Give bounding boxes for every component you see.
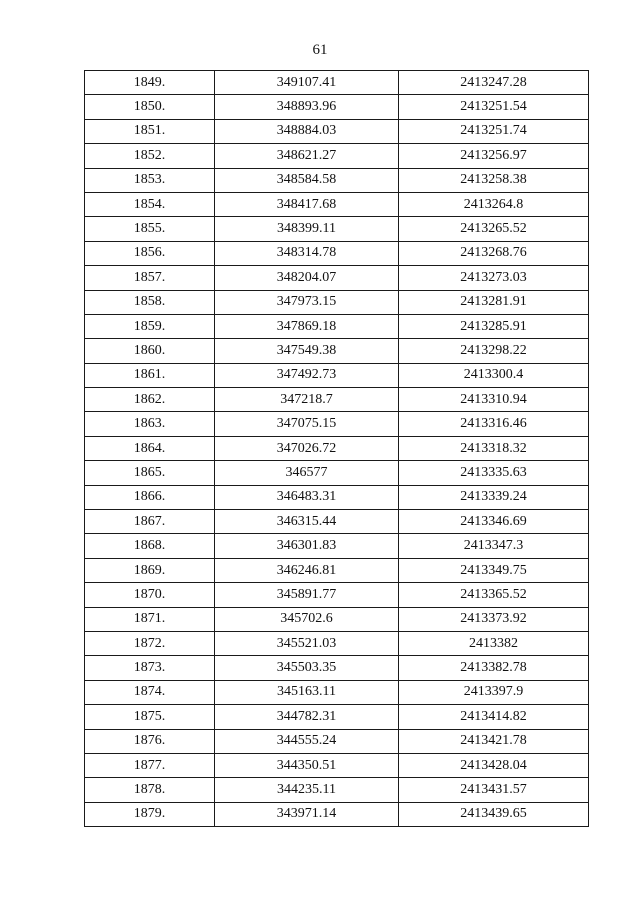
point-number-cell: 1873. [85,656,215,680]
table-row [85,363,589,387]
y-coordinate-cell: 2413265.52 [399,217,589,241]
y-coordinate-cell: 2413273.03 [399,266,589,290]
table-row [85,656,589,680]
y-coordinate-cell: 2413339.24 [399,485,589,509]
y-coordinate-cell: 2413421.78 [399,729,589,753]
point-number-cell: 1869. [85,558,215,582]
y-coordinate-cell: 2413281.91 [399,290,589,314]
point-number-cell: 1876. [85,729,215,753]
point-number-cell: 1874. [85,680,215,704]
table-row [85,436,589,460]
table-row [85,95,589,119]
point-number-cell: 1867. [85,510,215,534]
table-row [85,241,589,265]
y-coordinate-cell: 2413335.63 [399,461,589,485]
x-coordinate-cell: 347218.7 [215,388,399,412]
x-coordinate-cell: 347026.72 [215,436,399,460]
y-coordinate-cell: 2413268.76 [399,241,589,265]
point-number-cell: 1854. [85,192,215,216]
y-coordinate-cell: 2413318.32 [399,436,589,460]
y-coordinate-cell: 2413428.04 [399,753,589,777]
table-row [85,631,589,655]
point-number-cell: 1870. [85,583,215,607]
table-row [85,583,589,607]
table-row [85,290,589,314]
x-coordinate-cell: 348399.11 [215,217,399,241]
point-number-cell: 1856. [85,241,215,265]
table-row [85,119,589,143]
y-coordinate-cell: 2413431.57 [399,778,589,802]
page-number: 61 [312,42,328,58]
point-number-cell: 1863. [85,412,215,436]
point-number-cell: 1871. [85,607,215,631]
point-number-cell: 1868. [85,534,215,558]
table-row [85,461,589,485]
x-coordinate-cell: 347075.15 [215,412,399,436]
x-coordinate-cell: 347549.38 [215,339,399,363]
table-row [85,168,589,192]
table-row [85,339,589,363]
table-row [85,534,589,558]
x-coordinate-cell: 348884.03 [215,119,399,143]
x-coordinate-cell: 348314.78 [215,241,399,265]
x-coordinate-cell: 344782.31 [215,705,399,729]
x-coordinate-cell: 347869.18 [215,314,399,338]
x-coordinate-cell: 348621.27 [215,144,399,168]
x-coordinate-cell: 346483.31 [215,485,399,509]
x-coordinate-cell: 345702.6 [215,607,399,631]
y-coordinate-cell: 2413373.92 [399,607,589,631]
table-row [85,192,589,216]
table-row [85,753,589,777]
table-row [85,778,589,802]
table-row [85,705,589,729]
y-coordinate-cell: 2413414.82 [399,705,589,729]
table-row [85,607,589,631]
x-coordinate-cell: 346301.83 [215,534,399,558]
table-row [85,802,589,826]
y-coordinate-cell: 2413247.28 [399,71,589,95]
point-number-cell: 1875. [85,705,215,729]
point-number-cell: 1853. [85,168,215,192]
point-number-cell: 1852. [85,144,215,168]
x-coordinate-cell: 348893.96 [215,95,399,119]
x-coordinate-cell: 344555.24 [215,729,399,753]
point-number-cell: 1859. [85,314,215,338]
point-number-cell: 1860. [85,339,215,363]
y-coordinate-cell: 2413397.9 [399,680,589,704]
table-row [85,729,589,753]
y-coordinate-cell: 2413300.4 [399,363,589,387]
point-number-cell: 1858. [85,290,215,314]
table-row [85,266,589,290]
table-row [85,412,589,436]
table-row [85,144,589,168]
x-coordinate-cell: 348584.58 [215,168,399,192]
x-coordinate-cell: 346246.81 [215,558,399,582]
x-coordinate-cell: 345891.77 [215,583,399,607]
x-coordinate-cell: 347492.73 [215,363,399,387]
y-coordinate-cell: 2413347.3 [399,534,589,558]
y-coordinate-cell: 2413251.54 [399,95,589,119]
y-coordinate-cell: 2413285.91 [399,314,589,338]
y-coordinate-cell: 2413256.97 [399,144,589,168]
coordinates-table-body [85,71,589,827]
table-row [85,314,589,338]
table-row [85,217,589,241]
x-coordinate-cell: 346315.44 [215,510,399,534]
point-number-cell: 1851. [85,119,215,143]
x-coordinate-cell: 345503.35 [215,656,399,680]
table-row [85,485,589,509]
point-number-cell: 1879. [85,802,215,826]
point-number-cell: 1872. [85,631,215,655]
y-coordinate-cell: 2413251.74 [399,119,589,143]
point-number-cell: 1878. [85,778,215,802]
y-coordinate-cell: 2413365.52 [399,583,589,607]
point-number-cell: 1862. [85,388,215,412]
x-coordinate-cell: 348417.68 [215,192,399,216]
y-coordinate-cell: 2413310.94 [399,388,589,412]
point-number-cell: 1864. [85,436,215,460]
y-coordinate-cell: 2413264.8 [399,192,589,216]
point-number-cell: 1861. [85,363,215,387]
table-row [85,388,589,412]
y-coordinate-cell: 2413316.46 [399,412,589,436]
point-number-cell: 1855. [85,217,215,241]
x-coordinate-cell: 345163.11 [215,680,399,704]
point-number-cell: 1857. [85,266,215,290]
point-number-cell: 1865. [85,461,215,485]
y-coordinate-cell: 2413349.75 [399,558,589,582]
point-number-cell: 1850. [85,95,215,119]
x-coordinate-cell: 349107.41 [215,71,399,95]
y-coordinate-cell: 2413298.22 [399,339,589,363]
coordinates-table [84,70,589,827]
y-coordinate-cell: 2413439.65 [399,802,589,826]
x-coordinate-cell: 343971.14 [215,802,399,826]
table-row [85,510,589,534]
point-number-cell: 1849. [85,71,215,95]
x-coordinate-cell: 344235.11 [215,778,399,802]
table-row [85,558,589,582]
table-row [85,71,589,95]
y-coordinate-cell: 2413258.38 [399,168,589,192]
y-coordinate-cell: 2413346.69 [399,510,589,534]
x-coordinate-cell: 348204.07 [215,266,399,290]
x-coordinate-cell: 345521.03 [215,631,399,655]
x-coordinate-cell: 347973.15 [215,290,399,314]
x-coordinate-cell: 346577 [215,461,399,485]
point-number-cell: 1866. [85,485,215,509]
y-coordinate-cell: 2413382.78 [399,656,589,680]
y-coordinate-cell: 2413382 [399,631,589,655]
x-coordinate-cell: 344350.51 [215,753,399,777]
table-row [85,680,589,704]
point-number-cell: 1877. [85,753,215,777]
